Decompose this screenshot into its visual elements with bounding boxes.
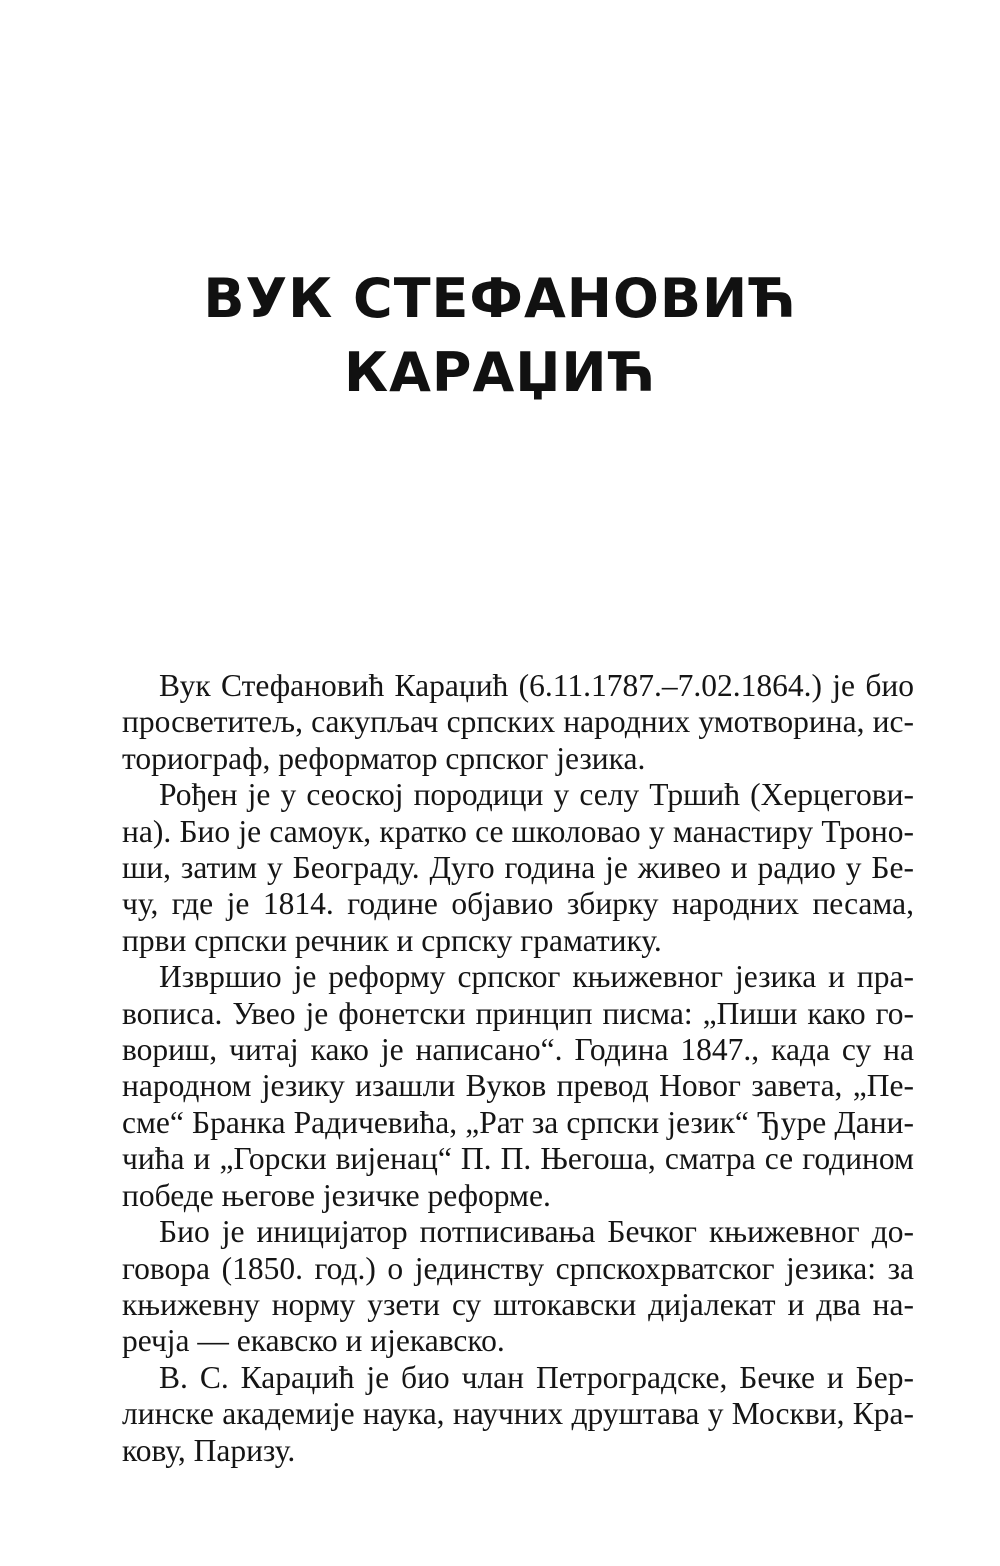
text-line: први српски речник и српску граматику. — [122, 922, 662, 958]
text-line: кову, Паризу. — [122, 1432, 296, 1468]
text-line: чића и „Горски вијенац“ П. П. Његоша, сматра се годином — [122, 1141, 914, 1177]
text-line: линске академије наука, научних друштава у Москви, Кра- — [122, 1396, 914, 1432]
text-line: ши, затим у Београду. Дуго година је живео и радио у Бе- — [122, 850, 914, 886]
text-line: књижевну норму узети су штокавски дијалекат и два на- — [122, 1286, 914, 1322]
text-line: на). Био је самоук, кратко се школовао у манастиру Троно- — [122, 813, 914, 849]
text-line: просветитељ, сакупљач српских народних умотворина, ис- — [122, 704, 914, 740]
text-line: народном језику изашли Вуков превод Новог завета, „Пе- — [122, 1068, 914, 1104]
text-line: чу, где је 1814. године објавио збирку народних песама, — [122, 886, 914, 922]
article-body — [122, 668, 914, 1469]
text-line: Рођен је у сеоској породици у селу Тршић (Херцегови- — [159, 777, 914, 813]
text-line: речја — екавско и ијекавско. — [122, 1323, 505, 1359]
paragraph-vienna-agreement — [122, 1214, 914, 1360]
text-line: вориш, читај како је написано“. Година 1847., када су на — [122, 1032, 914, 1068]
text-line: победе његове језичке реформе. — [122, 1177, 551, 1213]
text-line: говора (1850. год.) о јединству српскохрватског језика: за — [122, 1250, 914, 1286]
title-line-1: ВУК СТЕФАНОВИЋ — [203, 267, 797, 330]
title-line-2: КАРАЏИЋ — [343, 341, 657, 404]
text-line: сме“ Бранка Радичевића, „Рат за српски језик“ Ђуре Дани- — [122, 1104, 914, 1140]
text-line: Извршио је реформу српског књижевног језика и пра- — [159, 959, 914, 995]
text-line: Вук Стефановић Караџић (6.11.1787.–7.02.1864.) је био — [159, 668, 914, 703]
text-line: ториограф, реформатор српског језика. — [122, 740, 646, 776]
text-line: Био је иницијатор потписивања Бечког књижевног до- — [159, 1214, 914, 1250]
text-line: вописа. Увео је фонетски принцип писма: „Пиши како го- — [122, 995, 914, 1031]
paragraph-reform — [122, 959, 914, 1214]
text-line: В. С. Караџић је био члан Петроградске, Бечке и Бер- — [159, 1359, 914, 1395]
paragraph-birth-dates — [122, 668, 914, 777]
paragraph-academies — [122, 1360, 914, 1469]
page-title — [0, 262, 1000, 410]
paragraph-biography — [122, 777, 914, 959]
